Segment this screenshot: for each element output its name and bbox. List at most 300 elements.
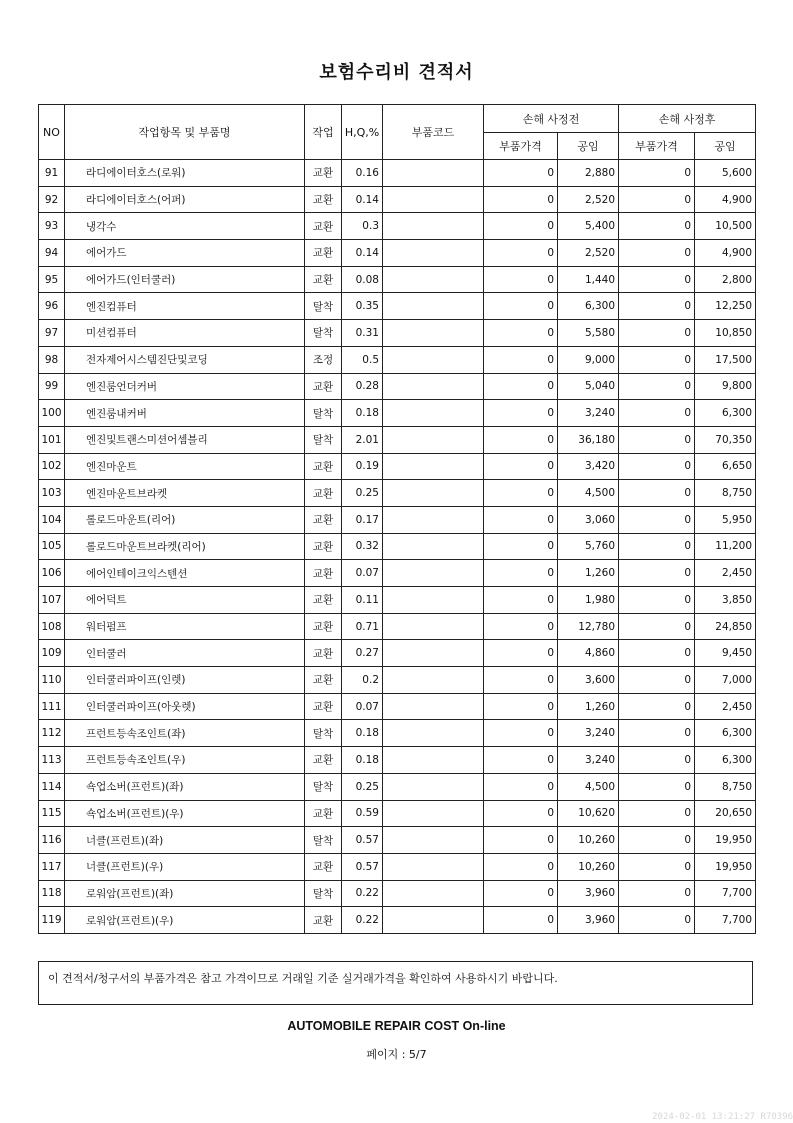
row-work-type: 탈착 <box>305 400 342 427</box>
header-row-top <box>39 105 756 133</box>
row-labor-after: 6,300 <box>695 747 756 774</box>
table-row <box>39 560 756 587</box>
table-row <box>39 400 756 427</box>
row-part-price-before: 0 <box>484 266 558 293</box>
row-no: 108 <box>39 613 65 640</box>
row-part-code <box>383 213 484 240</box>
row-labor-after: 9,450 <box>695 640 756 667</box>
row-part-price-after: 0 <box>619 240 695 267</box>
row-work-type: 교환 <box>305 480 342 507</box>
row-work-type: 교환 <box>305 747 342 774</box>
row-part-price-after: 0 <box>619 266 695 293</box>
row-part-code <box>383 907 484 934</box>
table-row <box>39 533 756 560</box>
row-no: 102 <box>39 453 65 480</box>
row-hq: 0.3 <box>342 213 383 240</box>
row-part-price-after: 0 <box>619 800 695 827</box>
row-part-price-before: 0 <box>484 667 558 694</box>
row-item-name: 너클(프런트)(우) <box>65 853 305 880</box>
row-part-price-after: 0 <box>619 640 695 667</box>
row-part-price-before: 0 <box>484 587 558 614</box>
row-part-code <box>383 773 484 800</box>
row-part-price-before: 0 <box>484 480 558 507</box>
table-row <box>39 827 756 854</box>
row-item-name: 엔진컴퓨터 <box>65 293 305 320</box>
table-row <box>39 480 756 507</box>
row-hq: 0.08 <box>342 266 383 293</box>
row-part-price-before: 0 <box>484 773 558 800</box>
row-labor-before: 5,760 <box>558 533 619 560</box>
row-item-name: 인터쿨러파이프(인렛) <box>65 667 305 694</box>
row-item-name: 전자제어시스템진단및코딩 <box>65 346 305 373</box>
row-item-name: 로워암(프런트)(좌) <box>65 880 305 907</box>
row-no: 113 <box>39 747 65 774</box>
row-item-name: 라디에이터호스(어퍼) <box>65 186 305 213</box>
row-work-type: 교환 <box>305 613 342 640</box>
row-part-price-after: 0 <box>619 453 695 480</box>
header-before-adjustment: 손해 사정전 <box>484 105 619 133</box>
row-part-price-after: 0 <box>619 693 695 720</box>
row-no: 110 <box>39 667 65 694</box>
row-item-name: 워터펌프 <box>65 613 305 640</box>
row-part-price-before: 0 <box>484 186 558 213</box>
table-row <box>39 667 756 694</box>
row-no: 94 <box>39 240 65 267</box>
table-row <box>39 880 756 907</box>
row-labor-after: 70,350 <box>695 426 756 453</box>
row-labor-after: 17,500 <box>695 346 756 373</box>
row-part-code <box>383 640 484 667</box>
row-hq: 0.27 <box>342 640 383 667</box>
table-row <box>39 693 756 720</box>
row-part-code <box>383 186 484 213</box>
row-part-price-before: 0 <box>484 400 558 427</box>
header-after-adjustment: 손해 사정후 <box>619 105 756 133</box>
row-labor-after: 7,000 <box>695 667 756 694</box>
row-labor-after: 11,200 <box>695 533 756 560</box>
row-work-type: 교환 <box>305 587 342 614</box>
row-work-type: 교환 <box>305 800 342 827</box>
row-work-type: 교환 <box>305 373 342 400</box>
row-part-price-after: 0 <box>619 426 695 453</box>
row-part-code <box>383 693 484 720</box>
row-part-code <box>383 293 484 320</box>
row-labor-before: 3,060 <box>558 506 619 533</box>
row-item-name: 인터쿨러파이프(아웃렛) <box>65 693 305 720</box>
row-part-code <box>383 346 484 373</box>
table-row <box>39 613 756 640</box>
row-part-price-after: 0 <box>619 773 695 800</box>
estimate-table <box>38 104 756 934</box>
header-code: 부품코드 <box>383 105 484 160</box>
table-row <box>39 320 756 347</box>
header-hq: H,Q,% <box>342 105 383 160</box>
row-item-name: 엔진룸내커버 <box>65 400 305 427</box>
row-item-name: 프런트등속조인트(좌) <box>65 720 305 747</box>
row-labor-after: 19,950 <box>695 853 756 880</box>
row-hq: 0.25 <box>342 480 383 507</box>
row-part-code <box>383 266 484 293</box>
row-labor-after: 6,650 <box>695 453 756 480</box>
row-labor-before: 2,520 <box>558 186 619 213</box>
row-item-name: 에어인테이크익스텐션 <box>65 560 305 587</box>
row-no: 99 <box>39 373 65 400</box>
row-work-type: 탈착 <box>305 426 342 453</box>
row-hq: 0.22 <box>342 880 383 907</box>
row-work-type: 교환 <box>305 640 342 667</box>
row-hq: 0.18 <box>342 720 383 747</box>
row-hq: 0.11 <box>342 587 383 614</box>
row-work-type: 탈착 <box>305 720 342 747</box>
row-work-type: 교환 <box>305 693 342 720</box>
row-part-code <box>383 560 484 587</box>
row-labor-after: 7,700 <box>695 907 756 934</box>
row-part-code <box>383 453 484 480</box>
row-no: 95 <box>39 266 65 293</box>
header-part-price-after: 부품가격 <box>619 133 695 160</box>
table-row <box>39 426 756 453</box>
row-part-price-after: 0 <box>619 400 695 427</box>
row-part-price-after: 0 <box>619 160 695 187</box>
row-part-price-after: 0 <box>619 747 695 774</box>
row-labor-after: 10,500 <box>695 213 756 240</box>
row-part-price-after: 0 <box>619 560 695 587</box>
row-no: 103 <box>39 480 65 507</box>
row-no: 107 <box>39 587 65 614</box>
row-hq: 0.07 <box>342 560 383 587</box>
row-hq: 0.07 <box>342 693 383 720</box>
row-work-type: 교환 <box>305 160 342 187</box>
row-part-code <box>383 426 484 453</box>
row-labor-before: 5,040 <box>558 373 619 400</box>
row-hq: 0.14 <box>342 186 383 213</box>
row-item-name: 엔진마운트 <box>65 453 305 480</box>
row-part-price-after: 0 <box>619 213 695 240</box>
row-no: 115 <box>39 800 65 827</box>
row-part-code <box>383 853 484 880</box>
row-part-code <box>383 747 484 774</box>
row-labor-after: 2,450 <box>695 560 756 587</box>
row-part-price-before: 0 <box>484 827 558 854</box>
row-labor-before: 36,180 <box>558 426 619 453</box>
row-work-type: 탈착 <box>305 320 342 347</box>
table-row <box>39 587 756 614</box>
row-work-type: 교환 <box>305 266 342 293</box>
table-row <box>39 373 756 400</box>
row-hq: 0.14 <box>342 240 383 267</box>
table-row <box>39 853 756 880</box>
row-part-price-before: 0 <box>484 720 558 747</box>
row-work-type: 교환 <box>305 667 342 694</box>
row-labor-before: 3,240 <box>558 400 619 427</box>
row-part-code <box>383 800 484 827</box>
row-part-price-after: 0 <box>619 186 695 213</box>
table-row <box>39 800 756 827</box>
row-part-price-before: 0 <box>484 560 558 587</box>
row-labor-before: 2,880 <box>558 160 619 187</box>
row-labor-after: 5,600 <box>695 160 756 187</box>
row-item-name: 에어덕트 <box>65 587 305 614</box>
row-part-price-after: 0 <box>619 320 695 347</box>
row-part-price-before: 0 <box>484 800 558 827</box>
row-labor-after: 24,850 <box>695 613 756 640</box>
row-item-name: 엔진마운트브라켓 <box>65 480 305 507</box>
row-part-code <box>383 613 484 640</box>
row-part-code <box>383 533 484 560</box>
row-labor-after: 2,800 <box>695 266 756 293</box>
row-labor-after: 12,250 <box>695 293 756 320</box>
row-labor-after: 20,650 <box>695 800 756 827</box>
row-no: 97 <box>39 320 65 347</box>
row-hq: 0.25 <box>342 773 383 800</box>
row-part-code <box>383 506 484 533</box>
table-row <box>39 160 756 187</box>
row-part-price-before: 0 <box>484 240 558 267</box>
table-row <box>39 640 756 667</box>
row-item-name: 롤로드마운트브라켓(리어) <box>65 533 305 560</box>
row-part-price-before: 0 <box>484 213 558 240</box>
row-hq: 0.19 <box>342 453 383 480</box>
row-labor-before: 4,860 <box>558 640 619 667</box>
row-part-price-before: 0 <box>484 160 558 187</box>
row-work-type: 교환 <box>305 533 342 560</box>
row-labor-after: 4,900 <box>695 240 756 267</box>
table-row <box>39 907 756 934</box>
row-part-price-before: 0 <box>484 640 558 667</box>
row-hq: 0.71 <box>342 613 383 640</box>
row-no: 104 <box>39 506 65 533</box>
header-item: 작업항목 및 부품명 <box>65 105 305 160</box>
row-labor-before: 10,260 <box>558 853 619 880</box>
table-row <box>39 240 756 267</box>
price-notice: 이 견적서/청구서의 부품가격은 참고 가격이므로 거래일 기준 실거래가격을 확인하여 사용하시기 바랍니다. <box>38 961 753 1005</box>
row-part-price-after: 0 <box>619 720 695 747</box>
row-part-price-before: 0 <box>484 373 558 400</box>
row-item-name: 미션컴퓨터 <box>65 320 305 347</box>
row-no: 105 <box>39 533 65 560</box>
row-labor-before: 12,780 <box>558 613 619 640</box>
row-hq: 0.18 <box>342 400 383 427</box>
row-work-type: 탈착 <box>305 880 342 907</box>
row-hq: 0.59 <box>342 800 383 827</box>
row-labor-after: 6,300 <box>695 400 756 427</box>
row-part-price-after: 0 <box>619 587 695 614</box>
row-item-name: 프런트등속조인트(우) <box>65 747 305 774</box>
header-no: NO <box>39 105 65 160</box>
row-part-code <box>383 320 484 347</box>
table-row <box>39 266 756 293</box>
row-hq: 0.16 <box>342 160 383 187</box>
row-labor-before: 9,000 <box>558 346 619 373</box>
row-no: 111 <box>39 693 65 720</box>
row-labor-before: 6,300 <box>558 293 619 320</box>
row-part-price-before: 0 <box>484 346 558 373</box>
row-labor-before: 3,600 <box>558 667 619 694</box>
table-row <box>39 747 756 774</box>
row-part-price-before: 0 <box>484 293 558 320</box>
row-part-code <box>383 667 484 694</box>
row-part-price-before: 0 <box>484 426 558 453</box>
row-part-code <box>383 373 484 400</box>
row-labor-before: 4,500 <box>558 480 619 507</box>
row-labor-before: 3,240 <box>558 747 619 774</box>
row-part-price-after: 0 <box>619 907 695 934</box>
row-no: 117 <box>39 853 65 880</box>
row-no: 116 <box>39 827 65 854</box>
row-labor-after: 8,750 <box>695 773 756 800</box>
row-labor-after: 4,900 <box>695 186 756 213</box>
table-row <box>39 720 756 747</box>
row-part-price-after: 0 <box>619 827 695 854</box>
table-row <box>39 773 756 800</box>
row-hq: 0.32 <box>342 533 383 560</box>
row-part-price-before: 0 <box>484 453 558 480</box>
row-work-type: 교환 <box>305 853 342 880</box>
table-row <box>39 453 756 480</box>
row-work-type: 교환 <box>305 186 342 213</box>
row-part-price-before: 0 <box>484 907 558 934</box>
row-no: 114 <box>39 773 65 800</box>
row-item-name: 냉각수 <box>65 213 305 240</box>
table-row <box>39 293 756 320</box>
row-part-price-before: 0 <box>484 613 558 640</box>
row-hq: 0.35 <box>342 293 383 320</box>
row-part-price-after: 0 <box>619 373 695 400</box>
row-work-type: 교환 <box>305 213 342 240</box>
row-labor-before: 3,960 <box>558 907 619 934</box>
row-part-price-before: 0 <box>484 693 558 720</box>
row-labor-before: 5,400 <box>558 213 619 240</box>
row-part-price-after: 0 <box>619 667 695 694</box>
row-labor-after: 8,750 <box>695 480 756 507</box>
row-work-type: 교환 <box>305 453 342 480</box>
row-labor-after: 6,300 <box>695 720 756 747</box>
row-hq: 0.5 <box>342 346 383 373</box>
header-part-price-before: 부품가격 <box>484 133 558 160</box>
row-item-name: 엔진및트랜스미션어셈블리 <box>65 426 305 453</box>
row-no: 106 <box>39 560 65 587</box>
row-hq: 0.22 <box>342 907 383 934</box>
row-part-price-before: 0 <box>484 320 558 347</box>
row-no: 93 <box>39 213 65 240</box>
row-labor-after: 10,850 <box>695 320 756 347</box>
row-part-code <box>383 880 484 907</box>
row-no: 92 <box>39 186 65 213</box>
row-no: 109 <box>39 640 65 667</box>
footer-brand: AUTOMOBILE REPAIR COST On-line <box>287 1019 506 1033</box>
row-no: 91 <box>39 160 65 187</box>
row-no: 101 <box>39 426 65 453</box>
row-hq: 0.2 <box>342 667 383 694</box>
row-part-price-before: 0 <box>484 533 558 560</box>
row-work-type: 탈착 <box>305 827 342 854</box>
row-hq: 0.28 <box>342 373 383 400</box>
row-labor-after: 2,450 <box>695 693 756 720</box>
row-item-name: 엔진룸언더커버 <box>65 373 305 400</box>
row-part-price-after: 0 <box>619 480 695 507</box>
row-part-price-before: 0 <box>484 506 558 533</box>
row-hq: 0.18 <box>342 747 383 774</box>
row-part-price-after: 0 <box>619 293 695 320</box>
row-no: 112 <box>39 720 65 747</box>
row-hq: 0.17 <box>342 506 383 533</box>
row-labor-before: 1,980 <box>558 587 619 614</box>
row-item-name: 라디에이터호스(로워) <box>65 160 305 187</box>
row-labor-after: 9,800 <box>695 373 756 400</box>
row-part-code <box>383 587 484 614</box>
row-labor-before: 10,260 <box>558 827 619 854</box>
row-labor-before: 2,520 <box>558 240 619 267</box>
header-work: 작업 <box>305 105 342 160</box>
row-work-type: 교환 <box>305 506 342 533</box>
row-labor-before: 3,420 <box>558 453 619 480</box>
row-hq: 0.57 <box>342 853 383 880</box>
row-item-name: 너클(프런트)(좌) <box>65 827 305 854</box>
row-part-price-after: 0 <box>619 853 695 880</box>
table-row <box>39 506 756 533</box>
page-number: 페이지 : 5/7 <box>366 1048 427 1061</box>
row-no: 98 <box>39 346 65 373</box>
row-item-name: 롤로드마운트(리어) <box>65 506 305 533</box>
header-labor-before: 공임 <box>558 133 619 160</box>
row-labor-after: 3,850 <box>695 587 756 614</box>
row-part-price-before: 0 <box>484 880 558 907</box>
table-row <box>39 346 756 373</box>
row-labor-after: 19,950 <box>695 827 756 854</box>
row-part-code <box>383 160 484 187</box>
row-hq: 0.31 <box>342 320 383 347</box>
row-labor-before: 3,240 <box>558 720 619 747</box>
row-item-name: 인터쿨러 <box>65 640 305 667</box>
row-part-price-after: 0 <box>619 346 695 373</box>
table-row <box>39 213 756 240</box>
document-title: 보험수리비 견적서 <box>319 62 474 83</box>
row-item-name: 쇽업소버(프런트)(우) <box>65 800 305 827</box>
row-part-code <box>383 720 484 747</box>
row-item-name: 에어가드 <box>65 240 305 267</box>
row-no: 96 <box>39 293 65 320</box>
row-hq: 0.57 <box>342 827 383 854</box>
row-part-price-before: 0 <box>484 853 558 880</box>
row-part-code <box>383 480 484 507</box>
row-item-name: 쇽업소버(프런트)(좌) <box>65 773 305 800</box>
row-part-price-after: 0 <box>619 880 695 907</box>
table-row <box>39 186 756 213</box>
row-work-type: 조정 <box>305 346 342 373</box>
row-hq: 2.01 <box>342 426 383 453</box>
row-work-type: 탈착 <box>305 293 342 320</box>
row-part-code <box>383 827 484 854</box>
row-item-name: 에어가드(인터쿨러) <box>65 266 305 293</box>
row-labor-before: 10,620 <box>558 800 619 827</box>
row-no: 118 <box>39 880 65 907</box>
row-labor-before: 1,260 <box>558 560 619 587</box>
row-labor-before: 1,260 <box>558 693 619 720</box>
row-part-price-after: 0 <box>619 533 695 560</box>
row-work-type: 탈착 <box>305 773 342 800</box>
row-part-price-after: 0 <box>619 506 695 533</box>
row-part-code <box>383 400 484 427</box>
row-labor-before: 3,960 <box>558 880 619 907</box>
row-work-type: 교환 <box>305 907 342 934</box>
row-work-type: 교환 <box>305 560 342 587</box>
row-labor-before: 4,500 <box>558 773 619 800</box>
row-no: 100 <box>39 400 65 427</box>
row-work-type: 교환 <box>305 240 342 267</box>
row-part-price-before: 0 <box>484 747 558 774</box>
header-labor-after: 공임 <box>695 133 756 160</box>
row-labor-before: 1,440 <box>558 266 619 293</box>
